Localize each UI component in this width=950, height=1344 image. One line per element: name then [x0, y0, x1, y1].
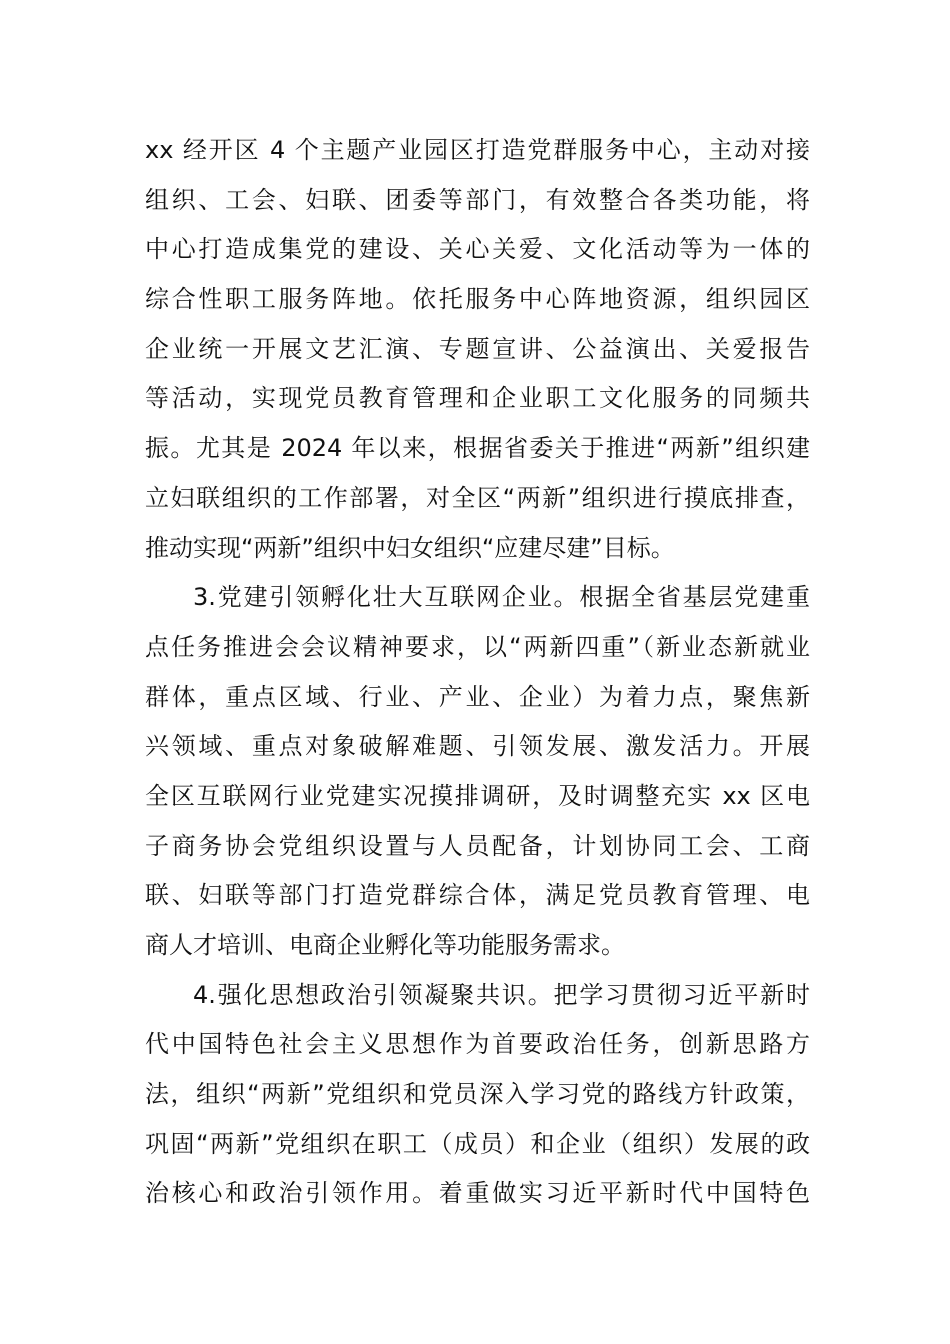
- text-line: 全区互联网行业党建实况摸排调研，及时调整充实 xx 区电: [145, 781, 810, 810]
- text-line: xx 经开区 4 个主题产业园区打造党群服务中心，主动对接: [145, 136, 810, 164]
- text-line: 群体，重点区域、行业、产业、企业）为着力点，聚焦新: [145, 682, 810, 711]
- text-line: 点任务推进会会议精神要求，以“两新四重”（新业态新就业: [145, 632, 810, 661]
- paragraph-2: [145, 573, 810, 971]
- text-line: 联、妇联等部门打造党群综合体，满足党员教育管理、电: [145, 881, 810, 910]
- text-line: 等活动，实现党员教育管理和企业职工文化服务的同频共: [145, 384, 810, 413]
- text-line: 综合性职工服务阵地。依托服务中心阵地资源，组织园区: [145, 285, 810, 314]
- text-line: 企业统一开展文艺汇演、专题宣讲、公益演出、关爱报告: [145, 334, 810, 363]
- paragraph-heading-line: 3.党建引领孵化壮大互联网企业。根据全省基层党建重: [193, 583, 810, 612]
- text-line: 法，组织“两新”党组织和党员深入学习党的路线方针政策，: [145, 1080, 810, 1109]
- text-line: 商人才培训、电商企业孵化等功能服务需求。: [145, 931, 625, 959]
- text-line: 子商务协会党组织设置与人员配备，计划协同工会、工商: [145, 831, 810, 860]
- text-line: 组织、工会、妇联、团委等部门，有效整合各类功能，将: [145, 185, 810, 214]
- text-line: 代中国特色社会主义思想作为首要政治任务，创新思路方: [145, 1030, 810, 1059]
- text-line: 中心打造成集党的建设、关心关爱、文化活动等为一体的: [145, 235, 810, 264]
- text-line: 治核心和政治引领作用。着重做实习近平新时代中国特色: [145, 1179, 810, 1208]
- text-line: 振。尤其是 2024 年以来，根据省委关于推进“两新”组织建: [145, 434, 810, 463]
- text-line: 兴领域、重点对象破解难题、引领发展、激发活力。开展: [145, 732, 810, 761]
- document-body: [145, 126, 810, 1219]
- paragraph-3: [145, 971, 810, 1219]
- paragraph-heading-line: 4.强化思想政治引领凝聚共识。把学习贯彻习近平新时: [193, 980, 810, 1009]
- paragraph-1: [145, 126, 810, 573]
- text-line: 立妇联组织的工作部署，对全区“两新”组织进行摸底排查，: [145, 483, 810, 512]
- text-line: 巩固“两新”党组织在职工（成员）和企业（组织）发展的政: [145, 1129, 810, 1158]
- text-line: 推动实现“两新”组织中妇女组织“应建尽建”目标。: [145, 533, 675, 562]
